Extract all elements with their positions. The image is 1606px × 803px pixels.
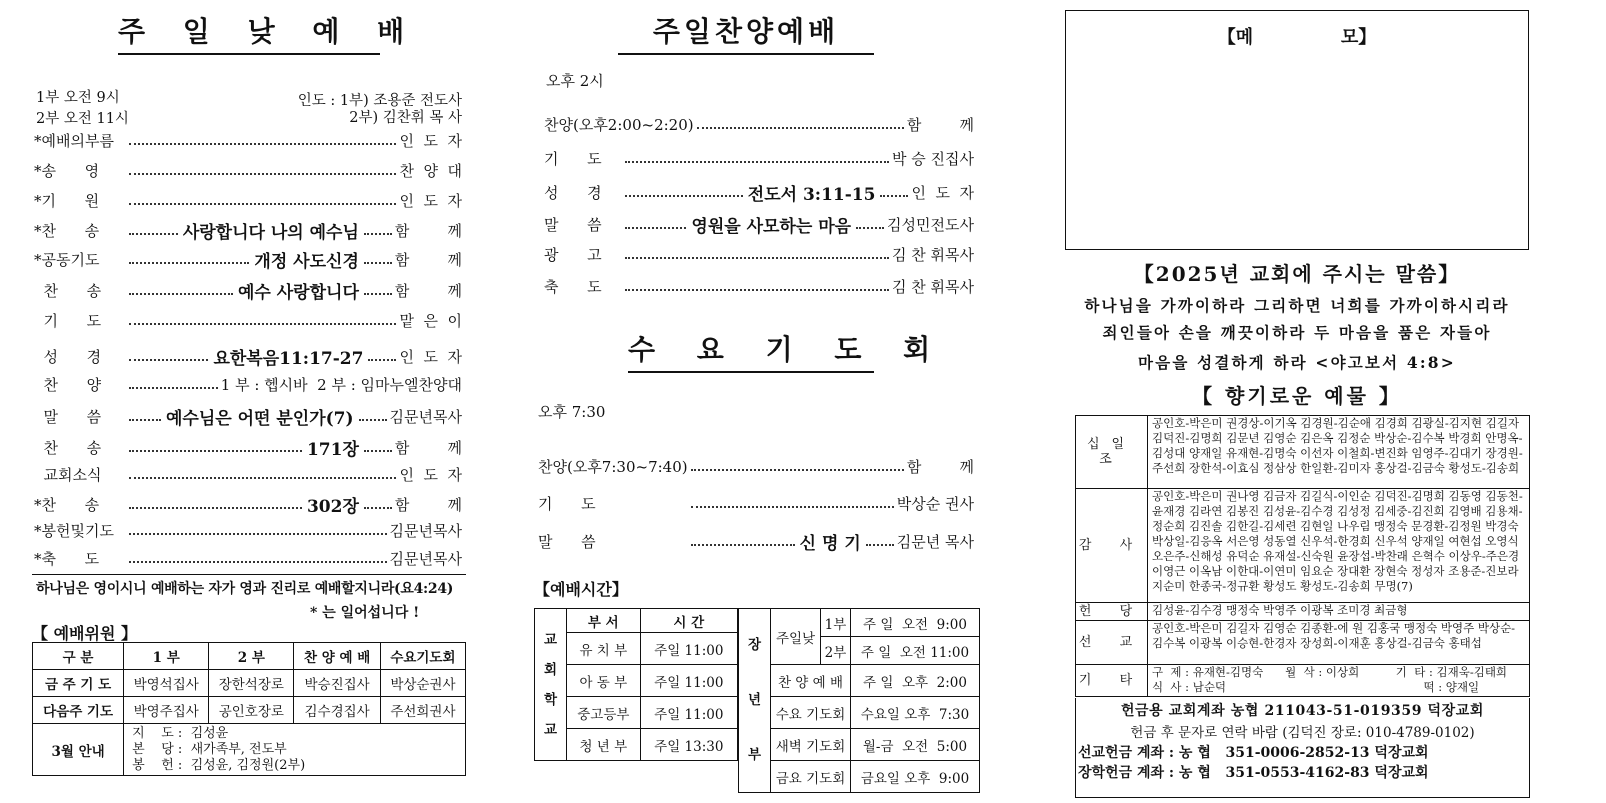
morning-leader2: 2부) 김찬휘 목 사 <box>349 110 462 126</box>
morning-title: 주 일 낮 예 배 <box>118 10 380 55</box>
dept-cell: 중고등부 <box>567 697 641 729</box>
word-line: 죄인들아 손을 깨끗이하라 두 마음을 품은 자들아 <box>1102 323 1492 342</box>
order-row <box>34 247 462 272</box>
order-person: 김문년목사 <box>389 522 462 540</box>
wednesday-time: 오후 7:30 <box>538 403 606 421</box>
dotted-leader <box>129 477 396 479</box>
order-label: 교회소식 <box>34 466 102 484</box>
table-row <box>33 697 466 724</box>
order-label: *기 원 <box>34 192 100 210</box>
time-cell: 월-금 오전 5:00 <box>851 729 980 761</box>
order-label: 광 고 <box>544 246 602 264</box>
offering-category: 헌 당 <box>1076 603 1148 621</box>
word-title: 【2025년 교회에 주시는 말씀】 <box>1133 262 1461 286</box>
account-main: 헌금용 교회계좌 농협 211043-51-019359 덕장교회 <box>1120 703 1485 719</box>
order-person: 함 께 <box>394 282 462 300</box>
order-detail: 개정 사도신경 <box>254 252 359 272</box>
word-line: 하나님을 가까이하라 그리하면 너희를 가까이하시리라 <box>1084 296 1510 315</box>
committee-header: 구 분 <box>33 643 124 670</box>
order-label: 말 씀 <box>34 408 102 426</box>
dotted-leader <box>625 195 743 197</box>
order-label: 찬 양 <box>34 376 102 394</box>
order-row <box>544 244 974 265</box>
order-row <box>34 344 462 369</box>
order-row <box>544 148 974 169</box>
order-label: *찬 송 <box>34 222 100 240</box>
dotted-leader <box>364 233 392 235</box>
wednesday-title: 수 요 기 도 회 <box>628 328 874 373</box>
morning-time1: 1부 오전 9시 <box>36 90 120 106</box>
order-label: *찬 송 <box>34 496 100 514</box>
order-person: 인 도 자 <box>399 132 462 150</box>
order-detail: 영원을 사모하는 마음 <box>691 217 852 237</box>
service-cell: 금요 기도회 <box>771 761 851 793</box>
order-detail: 사랑합니다 나의 예수님 <box>182 223 359 243</box>
dotted-leader <box>691 506 894 508</box>
committee-cell: 금 주 기 도 <box>33 670 124 697</box>
account-box <box>1075 698 1530 798</box>
order-label: 찬양(오후7:30~7:40) <box>538 458 688 476</box>
dotted-leader <box>866 544 894 546</box>
committee-cell: 김수경집사 <box>294 697 380 724</box>
offering-table <box>1075 415 1530 697</box>
order-label: 축 도 <box>544 278 602 296</box>
account-note: 헌금 후 문자로 연락 바람 (김덕진 장로: 010-4789-0102) <box>1130 725 1475 741</box>
account-scholarship: 장학헌금 계좌 : 농 협 351-0553-4162-83 덕장교회 <box>1078 765 1429 781</box>
memo-title: 【메 모】 <box>1217 27 1377 48</box>
march-line: 본 당 : 새가족부, 전도부 <box>132 741 287 757</box>
time-cell: 금요일 오후 9:00 <box>851 761 980 793</box>
order-row <box>544 212 974 237</box>
time-cell: 주일 11:00 <box>640 665 737 697</box>
order-row <box>34 278 462 303</box>
time-cell: 주일 11:00 <box>640 633 737 665</box>
table-row <box>33 670 466 697</box>
dotted-leader <box>364 450 392 452</box>
table-row <box>1076 621 1530 665</box>
dept-cell: 청 년 부 <box>567 729 641 761</box>
offering-names: 공인호-박은미 권나영 김금자 김길식-이인순 김덕진-김명희 김동영 김동천-윤재경 김라연 김봉진 김성윤-김수경 김성정 김세중-김진희 김영배 김용채-정순희 김진솔 김한길-김세련 김현일 나우림 맹정숙 문경환-김정원 박경숙 박상일-김응옥 서은영 성동열 신우석-한경희 신우석 양재일 여현섭 오영식 오은주-신해성 유덕순 유재설-신숙원 윤장섭-박찬래 은혁수 이상우-주은경 이영근 이옥남 이한대-이연미 임요순 장대환 장현숙 정성자 조용준-진보라 지순미 한종국-정규환 황성도 황성도-김송희 무명(7) <box>1148 489 1530 603</box>
order-person: 김 찬 휘목사 <box>892 278 974 296</box>
account-mission: 선교헌금 계좌 : 농 협 351-0006-2852-13 덕장교회 <box>1078 745 1429 761</box>
dotted-leader <box>129 507 302 509</box>
committee-cell: 공인호장로 <box>209 697 294 724</box>
praise-title: 주일찬양예배 <box>618 10 874 55</box>
committee-cell: 박영석집사 <box>124 670 209 697</box>
table-row <box>739 665 980 697</box>
committee-cell: 다음주 기도 <box>33 697 124 724</box>
dotted-leader <box>625 227 686 229</box>
order-detail: 171장 <box>306 440 359 460</box>
order-person: 김 찬 휘목사 <box>892 246 974 264</box>
order-person: 인 도 자 <box>399 348 462 366</box>
table-row <box>1076 489 1530 603</box>
order-person: 함 께 <box>394 439 462 457</box>
time-cell: 주일 11:00 <box>640 697 737 729</box>
dotted-leader <box>691 469 904 471</box>
praise-time: 오후 2시 <box>546 72 604 90</box>
adult-schedule-table <box>738 608 980 793</box>
order-label: *송 영 <box>34 162 100 180</box>
order-label: 찬 송 <box>34 282 102 300</box>
dotted-leader <box>129 143 396 145</box>
dept-cell: 아 동 부 <box>567 665 641 697</box>
order-person: 함 께 <box>906 458 974 476</box>
order-row <box>34 464 462 485</box>
adult-label: 장 년 부 <box>739 609 771 793</box>
dotted-leader <box>364 507 392 509</box>
order-row <box>538 456 974 477</box>
stand-note: * 는 일어섭니다 ! <box>310 605 420 621</box>
dotted-leader <box>129 293 233 295</box>
order-label: 기 도 <box>538 495 596 513</box>
school-label: 교 회 학 교 <box>535 609 567 761</box>
dotted-leader <box>856 227 884 229</box>
morning-time2: 2부 오전 11시 <box>36 111 129 127</box>
divider <box>32 574 466 575</box>
order-row <box>34 548 462 569</box>
order-row <box>34 190 462 211</box>
dotted-leader <box>880 195 908 197</box>
dept-cell: 유 치 부 <box>567 633 641 665</box>
order-person: 김문년목사 <box>389 408 462 426</box>
memo-box <box>1065 10 1529 250</box>
committee-cell: 박영주집사 <box>124 697 209 724</box>
march-line: 지 도 : 김성윤 <box>132 725 229 741</box>
dotted-leader <box>129 533 387 535</box>
committee-title: 【 예배위원 】 <box>32 624 137 643</box>
march-line: 봉 헌 : 김성윤, 김정원(2부) <box>132 757 306 773</box>
schedule-title: 【예배시간】 <box>534 580 628 599</box>
order-person: 1 부 : 헵시바 2 부 : 임마누엘찬양대 <box>220 376 462 394</box>
order-row <box>538 529 974 554</box>
service-cell: 수요 기도회 <box>771 697 851 729</box>
offering-names: 구 제 : 유재현-김명숙 월 삭 : 이상희 기 타 : 김재욱-김태희 식 사 : 남순덕 떡 : 양재일 <box>1148 665 1530 697</box>
sub-cell: 1부 <box>821 609 851 637</box>
service-cell: 주일낮 <box>771 609 821 665</box>
time-cell: 주 일 오전 11:00 <box>851 637 980 665</box>
table-row <box>739 697 980 729</box>
order-person: 인 도 자 <box>399 466 462 484</box>
order-detail: 요한복음11:17-27 <box>213 349 364 369</box>
dotted-leader <box>129 450 302 452</box>
committee-header: 수요기도회 <box>380 643 465 670</box>
order-label: 성 경 <box>544 184 602 202</box>
order-row <box>34 310 462 331</box>
order-row <box>544 114 974 135</box>
order-person: 김성민전도사 <box>887 216 974 234</box>
order-row <box>544 276 974 297</box>
service-cell: 새벽 기도회 <box>771 729 851 761</box>
dotted-leader <box>625 161 889 163</box>
dotted-leader <box>691 544 795 546</box>
time-cell: 주 일 오전 9:00 <box>851 609 980 637</box>
march-label: 3월 안내 <box>33 724 124 776</box>
order-row <box>544 180 974 205</box>
dotted-leader <box>129 323 396 325</box>
committee-header: 찬 양 예 배 <box>294 643 380 670</box>
dotted-leader <box>359 419 387 421</box>
table-row <box>33 724 466 776</box>
offering-category: 십일조 <box>1076 416 1148 489</box>
order-label: *예배의부름 <box>34 132 114 150</box>
dotted-leader <box>129 233 178 235</box>
offering-category: 감 사 <box>1076 489 1148 603</box>
offering-title: 【 향기로운 예물 】 <box>1192 384 1402 408</box>
offering-category: 선 교 <box>1076 621 1148 665</box>
order-row <box>34 404 462 429</box>
order-detail: 예수님은 어떤 분인가(7) <box>165 409 354 429</box>
order-row <box>538 493 974 514</box>
order-person: 인 도 자 <box>911 184 974 202</box>
table-row <box>739 761 980 793</box>
time-cell: 주일 13:30 <box>640 729 737 761</box>
order-person: 함 께 <box>906 116 974 134</box>
order-detail: 신 명 기 <box>799 534 861 554</box>
order-label: 말 씀 <box>544 216 602 234</box>
dotted-leader <box>364 262 392 264</box>
dotted-leader <box>129 387 218 389</box>
order-row <box>34 492 462 517</box>
order-row <box>34 435 462 460</box>
order-label: 성 경 <box>34 348 102 366</box>
order-person: 김문년 목사 <box>896 533 974 551</box>
dotted-leader <box>625 257 889 259</box>
order-detail: 302장 <box>306 497 359 517</box>
committee-cell: 박승진집사 <box>294 670 380 697</box>
order-row <box>34 160 462 181</box>
morning-leader1: 인도 : 1부) 조용준 전도사 <box>297 93 462 109</box>
dotted-leader <box>625 289 889 291</box>
schedule-header: 시 간 <box>640 609 737 633</box>
committee-header: 1 부 <box>124 643 209 670</box>
order-row <box>34 130 462 151</box>
dotted-leader <box>697 127 904 129</box>
order-row <box>34 374 462 395</box>
dotted-leader <box>129 203 396 205</box>
order-person: 김문년목사 <box>389 550 462 568</box>
order-label: 기 도 <box>544 150 602 168</box>
committee-table <box>32 642 466 776</box>
worship-verse: 하나님은 영이시니 예배하는 자가 영과 진리로 예배할지니라(요4:24) <box>36 581 454 597</box>
dotted-leader <box>129 173 396 175</box>
order-label: 찬양(오후2:00~2:20) <box>544 116 694 134</box>
table-row <box>1076 603 1530 621</box>
committee-header: 2 부 <box>209 643 294 670</box>
order-label: 말 씀 <box>538 533 596 551</box>
order-person: 인 도 자 <box>399 192 462 210</box>
order-detail: 예수 사랑합니다 <box>238 283 359 303</box>
order-detail: 전도서 3:11-15 <box>747 185 876 205</box>
schedule-header: 부 서 <box>567 609 641 633</box>
offering-names: 김성윤-김수경 맹정숙 박영주 이광복 조미경 최금형 <box>1148 603 1530 621</box>
offering-names: 공인호-박은미 김길자 김영순 김종환-에 원 김홍국 맹정숙 박영주 박상순-김수복 이광복 이승현-한경자 장성희-이재훈 홍상걸-김금숙 홍태섭 <box>1148 621 1530 665</box>
dotted-leader <box>129 359 208 361</box>
order-person: 함 께 <box>394 251 462 269</box>
order-person: 찬 양 대 <box>399 162 462 180</box>
table-row <box>1076 665 1530 697</box>
dotted-leader <box>129 561 387 563</box>
order-row <box>34 218 462 243</box>
order-person: 함 께 <box>394 222 462 240</box>
time-cell: 주 일 오후 2:00 <box>851 665 980 697</box>
dotted-leader <box>129 419 161 421</box>
order-label: *축 도 <box>34 550 100 568</box>
table-row <box>739 609 980 637</box>
offering-names: 공인호-박은미 권경상-이기옥 김경원-김순애 김경희 김광실-김지현 김길자 김덕진-김명희 김문년 김영순 김은옥 김정순 박상순-김수복 박경희 안명옥-김성대 양재일 유재현-김명숙 이선자 이철희-변진화 임영주-김대기 장경원-주선희 장한석-이효심 정삼상 한일환-김미자 홍상걸-김금숙 황성도-김송희 <box>1148 416 1530 489</box>
word-line: 마음을 성결하게 하라 <야고보서 4:8> <box>1138 353 1456 372</box>
dotted-leader <box>368 359 396 361</box>
order-label: *공동기도 <box>34 251 100 269</box>
dotted-leader <box>364 293 392 295</box>
order-label: 찬 송 <box>34 439 102 457</box>
order-person: 박 승 진집사 <box>892 150 974 168</box>
time-cell: 수요일 오후 7:30 <box>851 697 980 729</box>
committee-cell: 박상순권사 <box>380 670 465 697</box>
table-row <box>1076 416 1530 489</box>
order-row <box>34 520 462 541</box>
order-label: 기 도 <box>34 312 102 330</box>
order-person: 함 께 <box>394 496 462 514</box>
service-cell: 찬 양 예 배 <box>771 665 851 697</box>
sub-cell: 2부 <box>821 637 851 665</box>
order-person: 맡 은 이 <box>399 312 462 330</box>
table-row <box>739 729 980 761</box>
dotted-leader <box>129 262 249 264</box>
order-label: *봉헌및기도 <box>34 522 114 540</box>
committee-cell: 주선희권사 <box>380 697 465 724</box>
school-schedule-table <box>534 608 738 761</box>
march-info <box>124 724 466 776</box>
committee-cell: 장한석장로 <box>209 670 294 697</box>
order-person: 박상순 권사 <box>896 495 974 513</box>
offering-category: 기 타 <box>1076 665 1148 697</box>
